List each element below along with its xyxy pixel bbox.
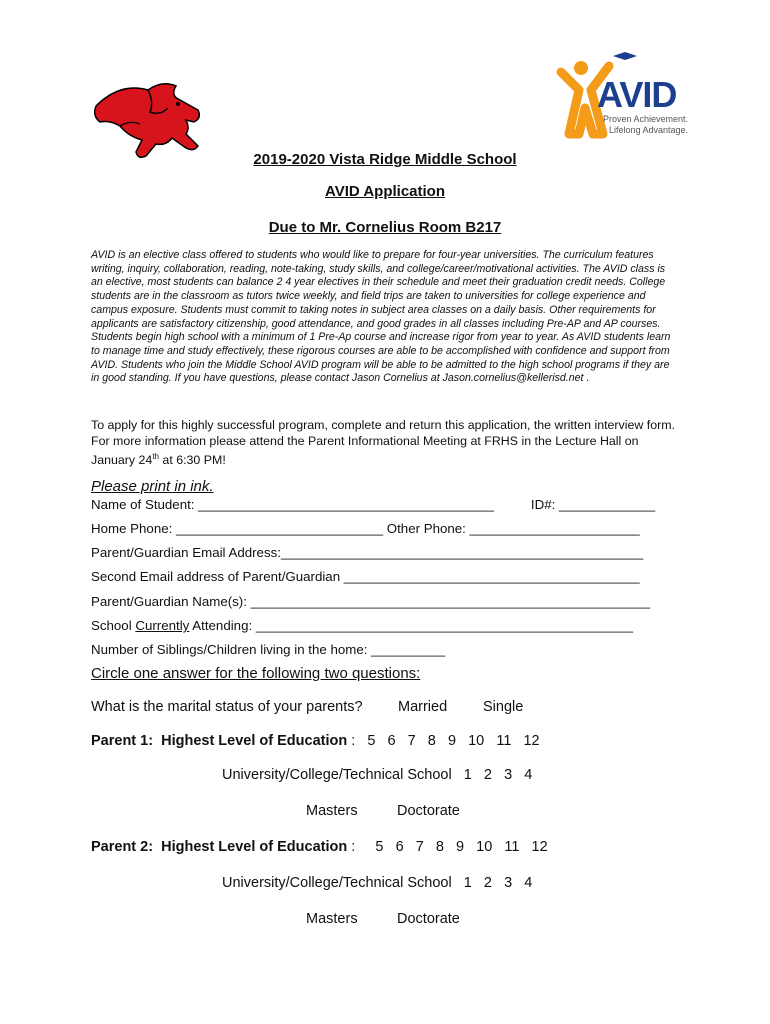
parent1-education-row (91, 733, 540, 749)
school-post: Attending: ___________________________________________________ (189, 618, 633, 633)
marital-option-married[interactable]: Married (398, 699, 448, 715)
parent1-college[interactable]: University/College/Technical School 1 2 3 4 (222, 767, 533, 783)
page-title: 2019-2020 Vista Ridge Middle School (253, 151, 517, 168)
avid-logo (553, 50, 698, 140)
parent2-grades[interactable]: : 5 6 7 8 9 10 11 12 (347, 839, 548, 855)
guardian-names-field[interactable]: Parent/Guardian Name(s): ______________________________________________________ (91, 594, 650, 609)
intro-body: AVID is an elective class offered to students who would like to prepare for four-year universities. The curriculum features writing, inquiry, collaboration, reading, note-taking, study skills, and college/career/motivational activities. The AVID class is an elective, most students can balance 2 4 year electives in their schedule and meet their graduation credit needs. College students are in the classroom as tutors twice weekly, and field trips are taken to universities for college experience and campus exposure. Students must commit to taking notes in subject area classes on a daily basis. Other requirements for applicants are satisfactory citizenship, good attendance, and good grades in all classes including Pre-AP and AP courses. Students begin high school with a minimum of 1 Pre-Ap course and increase rigor from year to year. As AVID students learn to manage time and study effectively, these rigorous courses are able to be accomplished with confidence and support from AVID. Students who join the Middle School AVID program will be able to be admitted to the high school programs if they are in good standing. If you have questions, please contact Jason Cornelius at Jason.cornelius@kellerisd.net (91, 249, 671, 385)
apply-end: at 6:30 PM! (158, 453, 226, 468)
print-heading: Please print in ink. (91, 478, 214, 495)
avid-tagline-2: Lifelong Advantage. (609, 125, 689, 135)
parent1-doctorate[interactable]: Doctorate (397, 803, 460, 819)
parent2-label: Parent 2: Highest Level of Education (91, 839, 348, 855)
page-subtitle: AVID Application (325, 183, 445, 200)
second-email-field[interactable]: Second Email address of Parent/Guardian ________________________________________ (91, 569, 640, 584)
parent2-masters[interactable]: Masters (306, 911, 358, 927)
avid-tagline-1: Proven Achievement. (603, 114, 689, 124)
intro-tail: . (583, 372, 590, 385)
apply-text: To apply for this highly successful program, complete and return this application, the written interview form. For more information please attend the Parent Informational Meeting at FRHS in the Lecture Hall on January 24 (91, 418, 676, 468)
intro-paragraph (91, 249, 676, 386)
phone-field[interactable]: Home Phone: ____________________________ Other Phone: _______________________ (91, 521, 640, 536)
school-currently: Currently (135, 618, 190, 633)
parent1-label: Parent 1: Highest Level of Education (91, 733, 348, 749)
parent2-education-row (91, 839, 548, 855)
school-pre: School (91, 618, 136, 633)
parent2-college[interactable]: University/College/Technical School 1 2 3 4 (222, 875, 533, 891)
due-line: Due to Mr. Cornelius Room B217 (268, 219, 502, 236)
marital-question: What is the marital status of your parents? (91, 699, 363, 715)
siblings-field[interactable]: Number of Siblings/Children living in the home: __________ (91, 642, 446, 657)
apply-sup: th (152, 452, 159, 461)
email-field[interactable]: Parent/Guardian Email Address:_________________________________________________ (91, 545, 644, 560)
school-attending-field[interactable] (91, 618, 633, 633)
marital-option-single[interactable]: Single (483, 699, 524, 715)
circle-heading: Circle one answer for the following two questions: (91, 665, 421, 682)
apply-paragraph (91, 418, 681, 469)
parent1-grades[interactable]: : 5 6 7 8 9 10 11 12 (347, 733, 540, 749)
name-of-student-field[interactable]: Name of Student: ________________________________________ ID#: _____________ (91, 497, 656, 512)
avid-logo-word: AVID (597, 74, 677, 115)
parent2-doctorate[interactable]: Doctorate (397, 911, 460, 927)
lion-mascot-logo (90, 76, 205, 162)
parent1-masters[interactable]: Masters (306, 803, 358, 819)
